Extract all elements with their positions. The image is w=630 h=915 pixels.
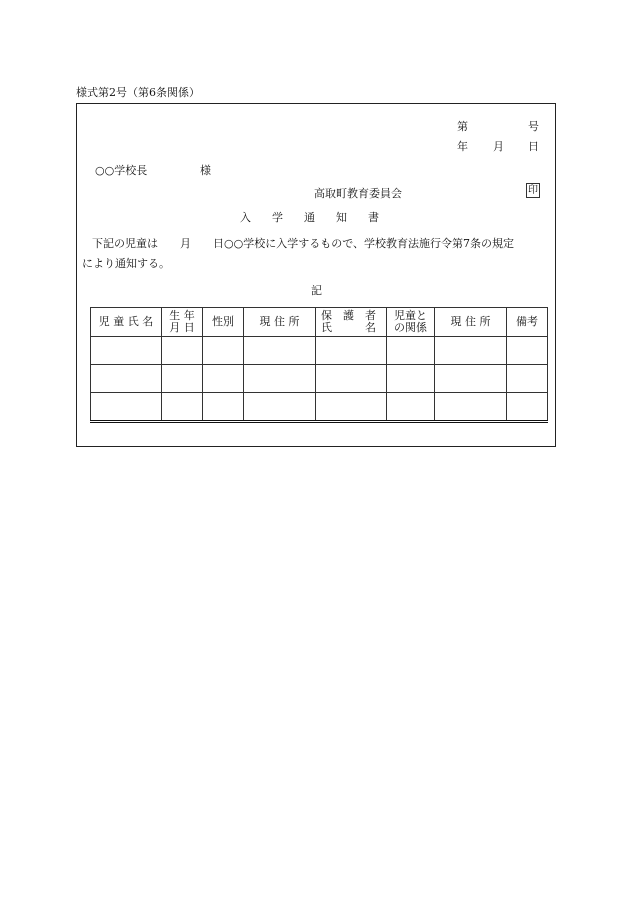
date-day: 日 [528,140,539,153]
table-cell [203,337,244,365]
header-birthdate [162,308,203,337]
date-year: 年 [457,140,468,153]
children-table [90,307,548,423]
number-dai: 第 [457,120,468,133]
table-cell [507,337,548,365]
table-header-row [91,308,548,337]
header-birth-bottom: 月 日 [169,321,195,334]
table-row [91,393,548,422]
header-guardian-name [316,308,387,337]
table-cell [316,365,387,393]
table-cell [244,365,316,393]
body-text-line2: により通知する。 [82,257,170,270]
table-cell [203,393,244,422]
header-child-name: 児 童 氏 名 [91,308,162,337]
number-go: 号 [528,120,539,133]
form-label: 様式第2号（第6条関係） [76,86,200,99]
document-title [240,209,379,225]
seal-mark: 印 [528,185,538,196]
header-address: 現 住 所 [244,308,316,337]
title-char: 入 [240,211,251,224]
addressee-suffix: 様 [200,164,211,177]
table-cell [244,337,316,365]
ki-heading: 記 [311,284,322,297]
header-guardian-bottom: 氏 名 [321,321,376,334]
table-cell [244,393,316,422]
table-cell [162,393,203,422]
header-remarks: 備考 [507,308,548,337]
table-cell [387,393,435,422]
body-text-line1: 下記の児童は 月 日○○学校に入学するもので、学校教育法施行令第7条の規定 [92,237,514,250]
date-month: 月 [493,140,504,153]
header-guardian-address: 現 住 所 [435,308,507,337]
table-row [91,365,548,393]
table-cell [91,337,162,365]
table-cell [435,337,507,365]
table-cell [162,365,203,393]
header-birth-top: 生 年 [169,309,195,322]
table-cell [387,337,435,365]
header-relation-bottom: の関係 [394,321,427,334]
header-relation [387,308,435,337]
table-cell [435,365,507,393]
title-char: 知 [336,211,347,224]
table-cell [507,393,548,422]
table-cell [162,337,203,365]
table-row [91,337,548,365]
title-char: 通 [304,211,315,224]
table-cell [316,337,387,365]
table-cell [507,365,548,393]
issuer: 高取町教育委員会 [314,187,402,200]
title-char: 書 [368,211,379,224]
title-char: 学 [272,211,283,224]
table-cell [387,365,435,393]
table-cell [91,393,162,422]
table-cell [435,393,507,422]
header-sex: 性別 [203,308,244,337]
table-cell [91,365,162,393]
header-relation-top: 児童と [394,309,427,322]
table-cell [316,393,387,422]
table-cell [203,365,244,393]
addressee: ○○学校長 [95,164,148,177]
header-guardian-top: 保 護 者 [321,309,376,322]
